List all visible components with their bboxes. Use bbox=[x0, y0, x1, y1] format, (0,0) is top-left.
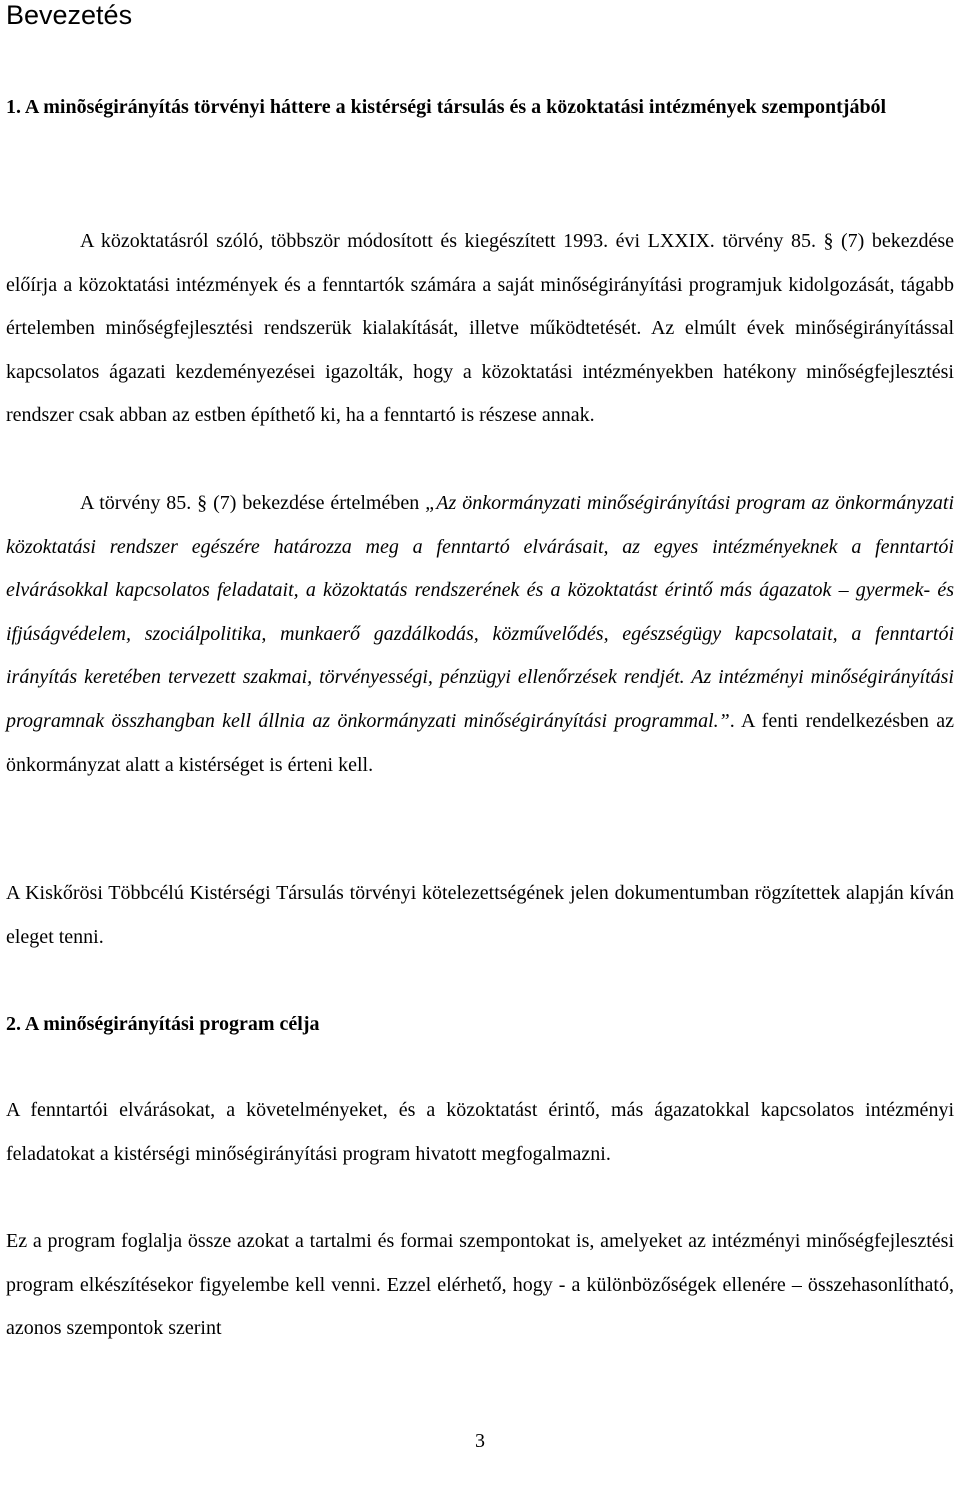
section-2-paragraph-2: Ez a program foglalja össze azokat a tartalmi és formai szempontokat is, amelyeket az intézményi minőségfejlesztési program elkészítésekor figyelembe kell venni. Ezzel elérhető, hogy - a különbözőségek ellenére – összehasonlítható, azonos szempontok szerint bbox=[6, 1230, 954, 1340]
section-2-paragraph-1: A fenntartói elvárásokat, a követelményeket, és a közoktatást érintő, más ágazatokkal kapcsolatos intézményi feladatokat a kistérségi minőségirányítási program hivatott megfogalmazni. bbox=[6, 1099, 954, 1165]
section-1-heading: 1. A minõségirányítás törvényi háttere a kistérségi társulás és a közoktatási intézmények szempontjából bbox=[6, 96, 887, 118]
section-1-paragraph-3: A Kiskőrösi Többcélú Kistérségi Társulás törvényi kötelezettségének jelen dokumentumban rögzítettek alapján kíván eleget tenni. bbox=[6, 882, 954, 948]
paragraph-2-lead: A törvény 85. § (7) bekezdése értelmében bbox=[80, 492, 426, 514]
law-quote: „Az önkormányzati minőségirányítási program az önkormányzati közoktatási rendszer egészére határozza meg a fenntartó elvárásait, az egyes intézményeknek a fenntartói elvárásokkal kapcsolatos feladatait, a közoktatás rendszerének és a közoktatást érintő más ágazatok – gyermek- és ifjúságvédelem, szociálpolitika, munkaerő gazdálkodás, közművelődés, egészségügy kapcsolatait, a fenntartói irányítás keretében tervezett szakmai, törvényességi, pénzügyi ellenőrzések rendjét. Az intézményi minőségirányítási programnak összhangban kell állnia az önkormányzati minőségirányítási programmal.” bbox=[6, 492, 954, 732]
section-2-heading: 2. A minőségirányítási program célja bbox=[6, 1013, 320, 1035]
section-1-paragraph-2 bbox=[6, 482, 954, 787]
section-1-paragraph-1: A közoktatásról szóló, többször módosított és kiegészített 1993. évi LXXIX. törvény 85. § (7) bekezdése előírja a közoktatási intézmények és a fenntartók számára a saját minőségirányítási programjuk kidolgozását, tágabb értelemben minőségfejlesztési rendszerük kialakítását, illetve működtetését. Az elmúlt évek minőségirányítással kapcsolatos ágazati kezdeményezései igazolták, hogy a közoktatási intézményekben hatékony minőségfejlesztési rendszer csak abban az estben építhető ki, ha a fenntartó is részese annak. bbox=[6, 230, 954, 427]
page-number: 3 bbox=[475, 1430, 485, 1452]
page-title: Bevezetés bbox=[6, 0, 133, 30]
paragraph-2-tail: . A fenti rendelkezésben az önkormányzat alatt a kistérséget is érteni kell. bbox=[6, 709, 954, 776]
